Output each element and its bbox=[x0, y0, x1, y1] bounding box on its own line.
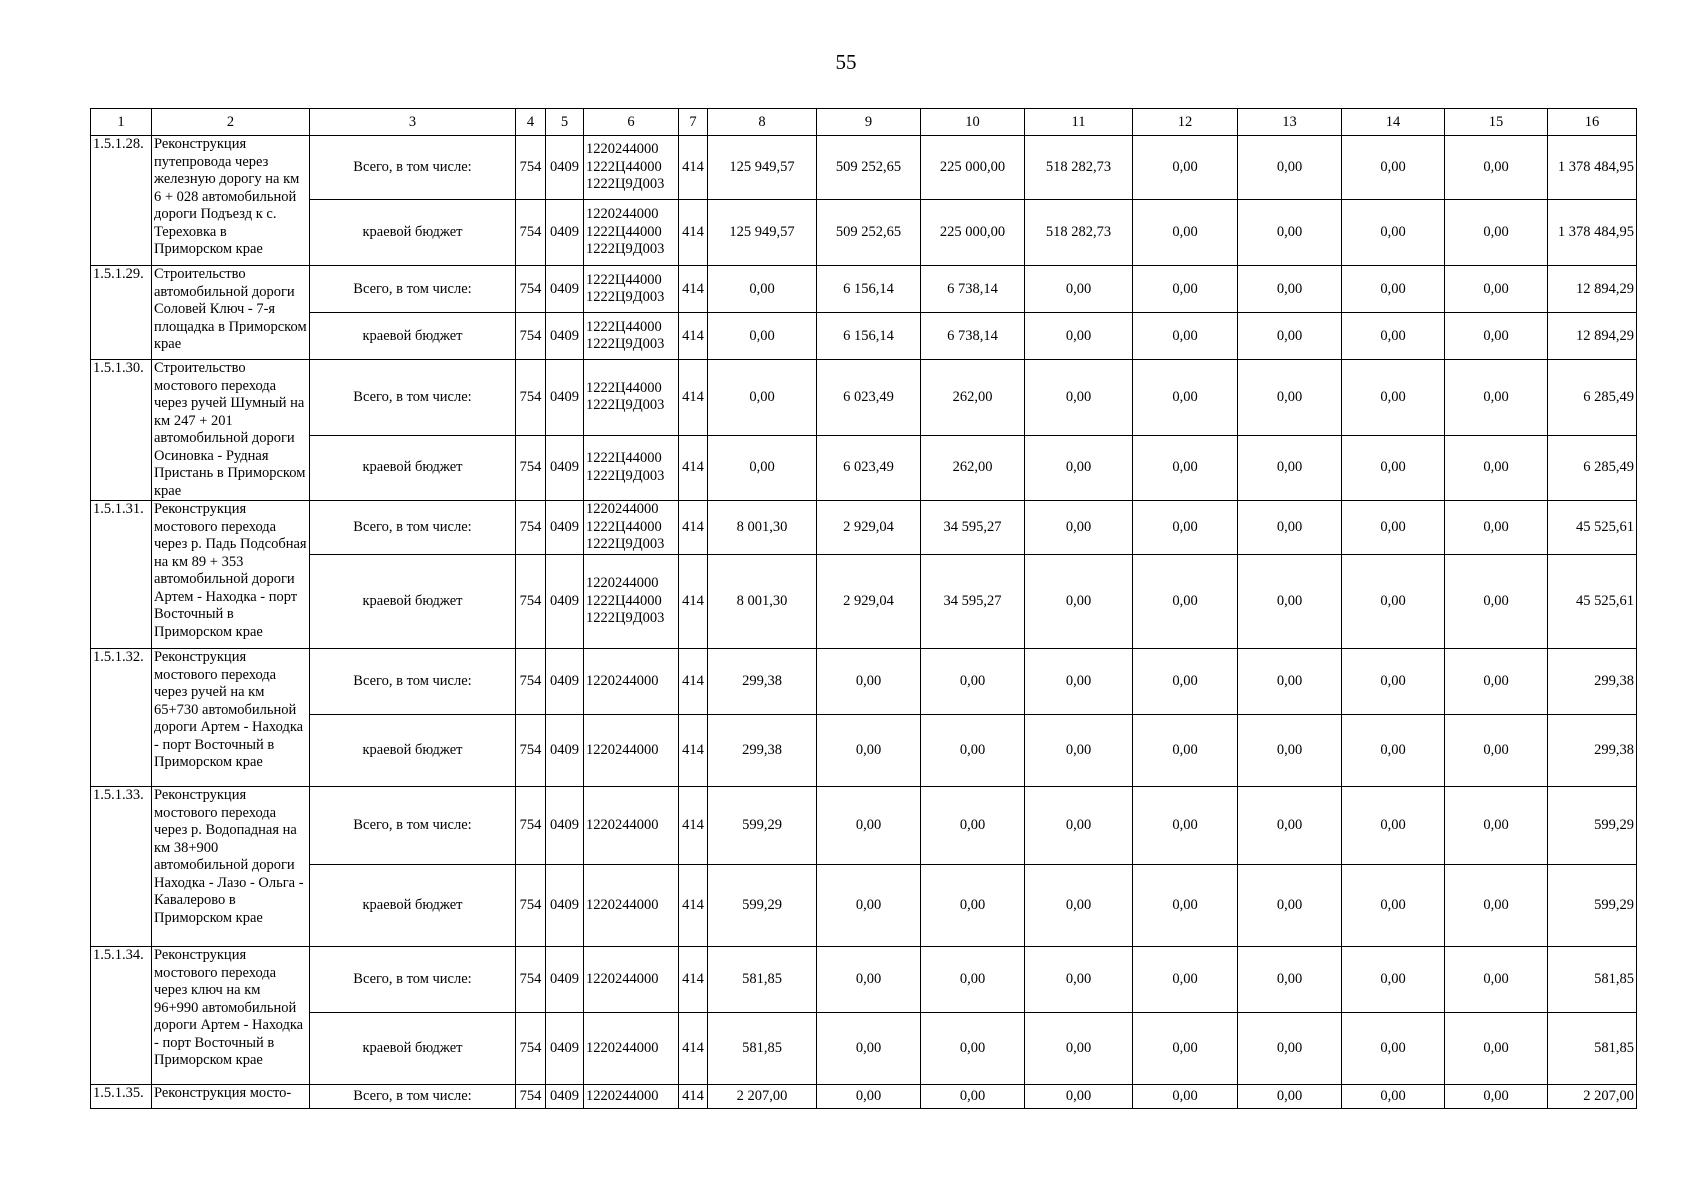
item-code: 1.5.1.28. bbox=[91, 136, 152, 266]
amount-year-5: 0,00 bbox=[1025, 266, 1133, 313]
section-code: 0409 bbox=[546, 1085, 584, 1109]
target-article-codes bbox=[584, 555, 679, 649]
expense-type-code: 414 bbox=[679, 715, 708, 787]
funding-source: Всего, в том числе: bbox=[310, 136, 516, 200]
expense-type-code: 414 bbox=[679, 266, 708, 313]
amount-year-4: 0,00 bbox=[921, 649, 1025, 715]
target-article-code: 1222Ц9Д003 bbox=[586, 397, 665, 414]
amount-year-8: 0,00 bbox=[1342, 435, 1445, 500]
amount-year-6: 0,00 bbox=[1133, 787, 1238, 865]
section-code: 0409 bbox=[546, 501, 584, 555]
amount-year-7: 0,00 bbox=[1238, 1085, 1342, 1109]
target-article-code: 1222Ц44000 bbox=[586, 271, 662, 288]
amount-year-8: 0,00 bbox=[1342, 501, 1445, 555]
amount-year-3: 6 156,14 bbox=[817, 313, 921, 360]
expense-type-code: 414 bbox=[679, 947, 708, 1013]
amount-year-5: 0,00 bbox=[1025, 1085, 1133, 1109]
amount-year-8: 0,00 bbox=[1342, 555, 1445, 649]
target-article-code: 1222Ц44000 bbox=[586, 592, 662, 609]
amount-year-6: 0,00 bbox=[1133, 266, 1238, 313]
column-header: 13 bbox=[1238, 109, 1342, 136]
ministry-code: 754 bbox=[516, 136, 546, 200]
amount-year-9: 0,00 bbox=[1445, 1013, 1548, 1085]
target-article-codes bbox=[584, 501, 679, 555]
target-article-code: 1220244000 bbox=[586, 970, 659, 987]
amount-year-7: 0,00 bbox=[1238, 360, 1342, 436]
amount-year-3: 2 929,04 bbox=[817, 555, 921, 649]
amount-total: 299,38 bbox=[1548, 715, 1637, 787]
funding-source: Всего, в том числе: bbox=[310, 947, 516, 1013]
section-code: 0409 bbox=[546, 266, 584, 313]
amount-year-2: 125 949,57 bbox=[708, 136, 817, 200]
item-code: 1.5.1.31. bbox=[91, 501, 152, 649]
column-header: 15 bbox=[1445, 109, 1548, 136]
amount-year-2: 0,00 bbox=[708, 266, 817, 313]
amount-year-5: 0,00 bbox=[1025, 787, 1133, 865]
section-code: 0409 bbox=[546, 313, 584, 360]
amount-year-6: 0,00 bbox=[1133, 865, 1238, 947]
section-code: 0409 bbox=[546, 1013, 584, 1085]
amount-year-5: 0,00 bbox=[1025, 555, 1133, 649]
amount-year-7: 0,00 bbox=[1238, 1013, 1342, 1085]
table-row bbox=[91, 266, 1637, 313]
target-article-code: 1222Ц44000 bbox=[586, 379, 662, 396]
item-name: Реконструкция мостового перехода через ключ на км 96+990 автомобильной дороги Артем - Находка - порт Восточный в Приморском крае bbox=[152, 947, 310, 1085]
table-row bbox=[91, 715, 1637, 787]
amount-year-5: 0,00 bbox=[1025, 501, 1133, 555]
amount-total: 6 285,49 bbox=[1548, 435, 1637, 500]
table-row bbox=[91, 865, 1637, 947]
column-header: 16 bbox=[1548, 109, 1637, 136]
amount-year-3: 0,00 bbox=[817, 1085, 921, 1109]
section-code: 0409 bbox=[546, 136, 584, 200]
funding-source: Всего, в том числе: bbox=[310, 1085, 516, 1109]
amount-year-5: 0,00 bbox=[1025, 947, 1133, 1013]
funding-source: краевой бюджет bbox=[310, 435, 516, 500]
expense-type-code: 414 bbox=[679, 787, 708, 865]
column-header: 2 bbox=[152, 109, 310, 136]
target-article-code: 1222Ц44000 bbox=[586, 223, 662, 240]
amount-year-4: 6 738,14 bbox=[921, 313, 1025, 360]
amount-year-6: 0,00 bbox=[1133, 313, 1238, 360]
table-row bbox=[91, 649, 1637, 715]
section-code: 0409 bbox=[546, 787, 584, 865]
target-article-code: 1222Ц9Д003 bbox=[586, 536, 665, 553]
amount-year-3: 0,00 bbox=[817, 787, 921, 865]
amount-year-9: 0,00 bbox=[1445, 555, 1548, 649]
amount-total: 45 525,61 bbox=[1548, 501, 1637, 555]
amount-year-9: 0,00 bbox=[1445, 136, 1548, 200]
amount-year-6: 0,00 bbox=[1133, 555, 1238, 649]
target-article-codes bbox=[584, 200, 679, 266]
amount-year-4: 0,00 bbox=[921, 787, 1025, 865]
ministry-code: 754 bbox=[516, 200, 546, 266]
amount-total: 1 378 484,95 bbox=[1548, 200, 1637, 266]
amount-year-3: 6 023,49 bbox=[817, 435, 921, 500]
amount-total: 45 525,61 bbox=[1548, 555, 1637, 649]
target-article-code: 1222Ц44000 bbox=[586, 318, 662, 335]
amount-year-4: 0,00 bbox=[921, 947, 1025, 1013]
table-row bbox=[91, 200, 1637, 266]
amount-year-4: 262,00 bbox=[921, 435, 1025, 500]
target-article-code: 1222Ц9Д003 bbox=[586, 610, 665, 627]
item-code: 1.5.1.33. bbox=[91, 787, 152, 947]
amount-year-5: 0,00 bbox=[1025, 313, 1133, 360]
ministry-code: 754 bbox=[516, 1085, 546, 1109]
amount-year-9: 0,00 bbox=[1445, 313, 1548, 360]
table-row bbox=[91, 435, 1637, 500]
target-article-code: 1220244000 bbox=[586, 816, 659, 833]
amount-year-4: 0,00 bbox=[921, 865, 1025, 947]
target-article-code: 1220244000 bbox=[586, 206, 659, 223]
section-code: 0409 bbox=[546, 435, 584, 500]
item-code: 1.5.1.32. bbox=[91, 649, 152, 787]
amount-year-9: 0,00 bbox=[1445, 360, 1548, 436]
funding-source: краевой бюджет bbox=[310, 715, 516, 787]
funding-source: краевой бюджет bbox=[310, 555, 516, 649]
target-article-code: 1222Ц44000 bbox=[586, 518, 662, 535]
expense-type-code: 414 bbox=[679, 360, 708, 436]
amount-total: 599,29 bbox=[1548, 865, 1637, 947]
section-code: 0409 bbox=[546, 715, 584, 787]
amount-total: 581,85 bbox=[1548, 947, 1637, 1013]
funding-source: краевой бюджет bbox=[310, 865, 516, 947]
amount-year-5: 0,00 bbox=[1025, 360, 1133, 436]
amount-year-9: 0,00 bbox=[1445, 715, 1548, 787]
funding-source: краевой бюджет bbox=[310, 200, 516, 266]
column-header: 9 bbox=[817, 109, 921, 136]
target-article-code: 1222Ц9Д003 bbox=[586, 176, 665, 193]
target-article-code: 1220244000 bbox=[586, 741, 659, 758]
target-article-code: 1222Ц44000 bbox=[586, 158, 662, 175]
amount-total: 1 378 484,95 bbox=[1548, 136, 1637, 200]
ministry-code: 754 bbox=[516, 360, 546, 436]
amount-year-7: 0,00 bbox=[1238, 501, 1342, 555]
item-name: Реконструкция мосто- bbox=[152, 1085, 310, 1109]
amount-year-9: 0,00 bbox=[1445, 947, 1548, 1013]
expense-type-code: 414 bbox=[679, 501, 708, 555]
target-article-code: 1220244000 bbox=[586, 1039, 659, 1056]
amount-year-7: 0,00 bbox=[1238, 865, 1342, 947]
amount-year-8: 0,00 bbox=[1342, 865, 1445, 947]
amount-year-6: 0,00 bbox=[1133, 715, 1238, 787]
amount-total: 599,29 bbox=[1548, 787, 1637, 865]
amount-year-5: 0,00 bbox=[1025, 1013, 1133, 1085]
ministry-code: 754 bbox=[516, 435, 546, 500]
target-article-code: 1222Ц9Д003 bbox=[586, 241, 665, 258]
target-article-codes bbox=[584, 787, 679, 865]
amount-year-8: 0,00 bbox=[1342, 360, 1445, 436]
section-code: 0409 bbox=[546, 947, 584, 1013]
amount-year-4: 0,00 bbox=[921, 715, 1025, 787]
column-header: 4 bbox=[516, 109, 546, 136]
funding-source: Всего, в том числе: bbox=[310, 266, 516, 313]
amount-total: 12 894,29 bbox=[1548, 313, 1637, 360]
table-row bbox=[91, 360, 1637, 436]
amount-year-9: 0,00 bbox=[1445, 266, 1548, 313]
item-code: 1.5.1.29. bbox=[91, 266, 152, 360]
amount-year-9: 0,00 bbox=[1445, 1085, 1548, 1109]
column-header: 14 bbox=[1342, 109, 1445, 136]
amount-year-2: 599,29 bbox=[708, 865, 817, 947]
amount-year-8: 0,00 bbox=[1342, 200, 1445, 266]
amount-year-4: 34 595,27 bbox=[921, 501, 1025, 555]
target-article-code: 1222Ц9Д003 bbox=[586, 289, 665, 305]
amount-year-6: 0,00 bbox=[1133, 501, 1238, 555]
ministry-code: 754 bbox=[516, 947, 546, 1013]
amount-year-8: 0,00 bbox=[1342, 787, 1445, 865]
target-article-code: 1220244000 bbox=[586, 896, 659, 913]
ministry-code: 754 bbox=[516, 266, 546, 313]
target-article-codes bbox=[584, 865, 679, 947]
amount-year-7: 0,00 bbox=[1238, 947, 1342, 1013]
ministry-code: 754 bbox=[516, 1013, 546, 1085]
expense-type-code: 414 bbox=[679, 865, 708, 947]
ministry-code: 754 bbox=[516, 555, 546, 649]
target-article-codes bbox=[584, 360, 679, 436]
amount-year-6: 0,00 bbox=[1133, 360, 1238, 436]
item-name: Строительство мостового перехода через ручей Шумный на км 247 + 201 автомобильной дороги Осиновка - Рудная Пристань в Приморском крае bbox=[152, 360, 310, 501]
amount-year-4: 0,00 bbox=[921, 1013, 1025, 1085]
target-article-codes bbox=[584, 1085, 679, 1109]
section-code: 0409 bbox=[546, 360, 584, 436]
table-row bbox=[91, 1085, 1637, 1109]
column-header: 10 bbox=[921, 109, 1025, 136]
amount-year-3: 0,00 bbox=[817, 865, 921, 947]
amount-year-5: 0,00 bbox=[1025, 435, 1133, 500]
amount-year-6: 0,00 bbox=[1133, 649, 1238, 715]
target-article-code: 1220244000 bbox=[586, 672, 659, 689]
amount-year-7: 0,00 bbox=[1238, 136, 1342, 200]
amount-total: 2 207,00 bbox=[1548, 1085, 1637, 1109]
ministry-code: 754 bbox=[516, 313, 546, 360]
column-header: 7 bbox=[679, 109, 708, 136]
ministry-code: 754 bbox=[516, 649, 546, 715]
amount-year-3: 0,00 bbox=[817, 947, 921, 1013]
amount-year-2: 0,00 bbox=[708, 435, 817, 500]
amount-year-6: 0,00 bbox=[1133, 435, 1238, 500]
column-header: 6 bbox=[584, 109, 679, 136]
amount-year-9: 0,00 bbox=[1445, 649, 1548, 715]
amount-year-5: 0,00 bbox=[1025, 865, 1133, 947]
amount-year-8: 0,00 bbox=[1342, 136, 1445, 200]
ministry-code: 754 bbox=[516, 715, 546, 787]
amount-total: 299,38 bbox=[1548, 649, 1637, 715]
expense-type-code: 414 bbox=[679, 200, 708, 266]
amount-year-3: 6 156,14 bbox=[817, 266, 921, 313]
column-header: 8 bbox=[708, 109, 817, 136]
amount-year-7: 0,00 bbox=[1238, 787, 1342, 865]
amount-year-2: 125 949,57 bbox=[708, 200, 817, 266]
amount-year-7: 0,00 bbox=[1238, 435, 1342, 500]
amount-year-4: 262,00 bbox=[921, 360, 1025, 436]
table-row bbox=[91, 555, 1637, 649]
amount-year-5: 0,00 bbox=[1025, 715, 1133, 787]
amount-total: 12 894,29 bbox=[1548, 266, 1637, 313]
amount-year-9: 0,00 bbox=[1445, 501, 1548, 555]
amount-year-6: 0,00 bbox=[1133, 947, 1238, 1013]
amount-year-4: 6 738,14 bbox=[921, 266, 1025, 313]
section-code: 0409 bbox=[546, 200, 584, 266]
target-article-code: 1220244000 bbox=[586, 1087, 659, 1104]
amount-year-2: 581,85 bbox=[708, 1013, 817, 1085]
target-article-code: 1222Ц44000 bbox=[586, 450, 662, 467]
funding-source: краевой бюджет bbox=[310, 313, 516, 360]
amount-year-2: 2 207,00 bbox=[708, 1085, 817, 1109]
amount-year-8: 0,00 bbox=[1342, 1085, 1445, 1109]
expense-type-code: 414 bbox=[679, 1013, 708, 1085]
expense-type-code: 414 bbox=[679, 435, 708, 500]
expense-type-code: 414 bbox=[679, 313, 708, 360]
amount-year-3: 6 023,49 bbox=[817, 360, 921, 436]
column-header: 3 bbox=[310, 109, 516, 136]
amount-total: 581,85 bbox=[1548, 1013, 1637, 1085]
item-name: Реконструкция путепровода через железную дорогу на км 6 + 028 автомобильной дороги Подъезд к с. Тереховка в Приморском крае bbox=[152, 136, 310, 266]
table-row bbox=[91, 501, 1637, 555]
table-row bbox=[91, 136, 1637, 200]
item-name: Реконструкция мостового перехода через р. Водопадная на км 38+900 автомобильной дороги Находка - Лазо - Ольга - Кавалерово в Приморском крае bbox=[152, 787, 310, 947]
amount-year-9: 0,00 bbox=[1445, 865, 1548, 947]
amount-year-8: 0,00 bbox=[1342, 649, 1445, 715]
amount-year-8: 0,00 bbox=[1342, 715, 1445, 787]
item-name: Строительство автомобильной дороги Соловей Ключ - 7-я площадка в Приморском крае bbox=[152, 266, 310, 360]
amount-year-6: 0,00 bbox=[1133, 136, 1238, 200]
section-code: 0409 bbox=[546, 555, 584, 649]
item-name: Реконструкция мостового перехода через р. Падь Подсобная на км 89 + 353 автомобильной дороги Артем - Находка - порт Восточный в Приморском крае bbox=[152, 501, 310, 649]
target-article-codes bbox=[584, 715, 679, 787]
amount-year-9: 0,00 bbox=[1445, 435, 1548, 500]
amount-year-3: 0,00 bbox=[817, 715, 921, 787]
amount-year-2: 299,38 bbox=[708, 649, 817, 715]
amount-year-2: 0,00 bbox=[708, 313, 817, 360]
amount-year-2: 599,29 bbox=[708, 787, 817, 865]
amount-year-7: 0,00 bbox=[1238, 649, 1342, 715]
item-code: 1.5.1.34. bbox=[91, 947, 152, 1085]
amount-year-7: 0,00 bbox=[1238, 555, 1342, 649]
section-code: 0409 bbox=[546, 865, 584, 947]
amount-year-3: 0,00 bbox=[817, 649, 921, 715]
amount-year-5: 0,00 bbox=[1025, 649, 1133, 715]
amount-year-6: 0,00 bbox=[1133, 200, 1238, 266]
target-article-code: 1222Ц9Д003 bbox=[586, 336, 665, 352]
expense-type-code: 414 bbox=[679, 136, 708, 200]
amount-year-6: 0,00 bbox=[1133, 1085, 1238, 1109]
amount-year-8: 0,00 bbox=[1342, 1013, 1445, 1085]
amount-year-3: 0,00 bbox=[817, 1013, 921, 1085]
amount-year-7: 0,00 bbox=[1238, 715, 1342, 787]
table-body bbox=[91, 136, 1637, 1109]
budget-table bbox=[90, 108, 1637, 1109]
table-row bbox=[91, 1013, 1637, 1085]
amount-year-7: 0,00 bbox=[1238, 200, 1342, 266]
amount-year-8: 0,00 bbox=[1342, 947, 1445, 1013]
column-header: 5 bbox=[546, 109, 584, 136]
target-article-code: 1222Ц9Д003 bbox=[586, 467, 665, 484]
amount-year-3: 2 929,04 bbox=[817, 501, 921, 555]
funding-source: Всего, в том числе: bbox=[310, 787, 516, 865]
amount-total: 6 285,49 bbox=[1548, 360, 1637, 436]
target-article-codes bbox=[584, 136, 679, 200]
funding-source: Всего, в том числе: bbox=[310, 360, 516, 436]
ministry-code: 754 bbox=[516, 865, 546, 947]
amount-year-3: 509 252,65 bbox=[817, 200, 921, 266]
target-article-codes bbox=[584, 313, 679, 360]
ministry-code: 754 bbox=[516, 501, 546, 555]
column-header: 1 bbox=[91, 109, 152, 136]
target-article-codes bbox=[584, 1013, 679, 1085]
amount-year-7: 0,00 bbox=[1238, 266, 1342, 313]
funding-source: Всего, в том числе: bbox=[310, 649, 516, 715]
page-number: 55 bbox=[835, 50, 857, 74]
amount-year-8: 0,00 bbox=[1342, 313, 1445, 360]
item-code: 1.5.1.30. bbox=[91, 360, 152, 501]
table-row bbox=[91, 947, 1637, 1013]
amount-year-4: 225 000,00 bbox=[921, 136, 1025, 200]
column-header: 12 bbox=[1133, 109, 1238, 136]
amount-year-5: 518 282,73 bbox=[1025, 136, 1133, 200]
amount-year-3: 509 252,65 bbox=[817, 136, 921, 200]
amount-year-4: 34 595,27 bbox=[921, 555, 1025, 649]
expense-type-code: 414 bbox=[679, 555, 708, 649]
column-header: 11 bbox=[1025, 109, 1133, 136]
target-article-codes bbox=[584, 649, 679, 715]
item-code: 1.5.1.35. bbox=[91, 1085, 152, 1109]
amount-year-4: 0,00 bbox=[921, 1085, 1025, 1109]
amount-year-2: 0,00 bbox=[708, 360, 817, 436]
item-name: Реконструкция мостового перехода через ручей на км 65+730 автомобильной дороги Артем - Находка - порт Восточный в Приморском крае bbox=[152, 649, 310, 787]
table-row bbox=[91, 787, 1637, 865]
amount-year-2: 8 001,30 bbox=[708, 501, 817, 555]
target-article-codes bbox=[584, 435, 679, 500]
amount-year-6: 0,00 bbox=[1133, 1013, 1238, 1085]
amount-year-9: 0,00 bbox=[1445, 200, 1548, 266]
expense-type-code: 414 bbox=[679, 649, 708, 715]
amount-year-9: 0,00 bbox=[1445, 787, 1548, 865]
target-article-codes bbox=[584, 947, 679, 1013]
amount-year-4: 225 000,00 bbox=[921, 200, 1025, 266]
expense-type-code: 414 bbox=[679, 1085, 708, 1109]
amount-year-2: 299,38 bbox=[708, 715, 817, 787]
amount-year-2: 8 001,30 bbox=[708, 555, 817, 649]
amount-year-7: 0,00 bbox=[1238, 313, 1342, 360]
amount-year-2: 581,85 bbox=[708, 947, 817, 1013]
target-article-code: 1220244000 bbox=[586, 501, 659, 518]
target-article-code: 1220244000 bbox=[586, 575, 659, 592]
ministry-code: 754 bbox=[516, 787, 546, 865]
funding-source: краевой бюджет bbox=[310, 1013, 516, 1085]
section-code: 0409 bbox=[546, 649, 584, 715]
target-article-code: 1220244000 bbox=[586, 141, 659, 158]
table-row bbox=[91, 313, 1637, 360]
target-article-codes bbox=[584, 266, 679, 313]
amount-year-5: 518 282,73 bbox=[1025, 200, 1133, 266]
amount-year-8: 0,00 bbox=[1342, 266, 1445, 313]
funding-source: Всего, в том числе: bbox=[310, 501, 516, 555]
header-row bbox=[91, 109, 1637, 136]
